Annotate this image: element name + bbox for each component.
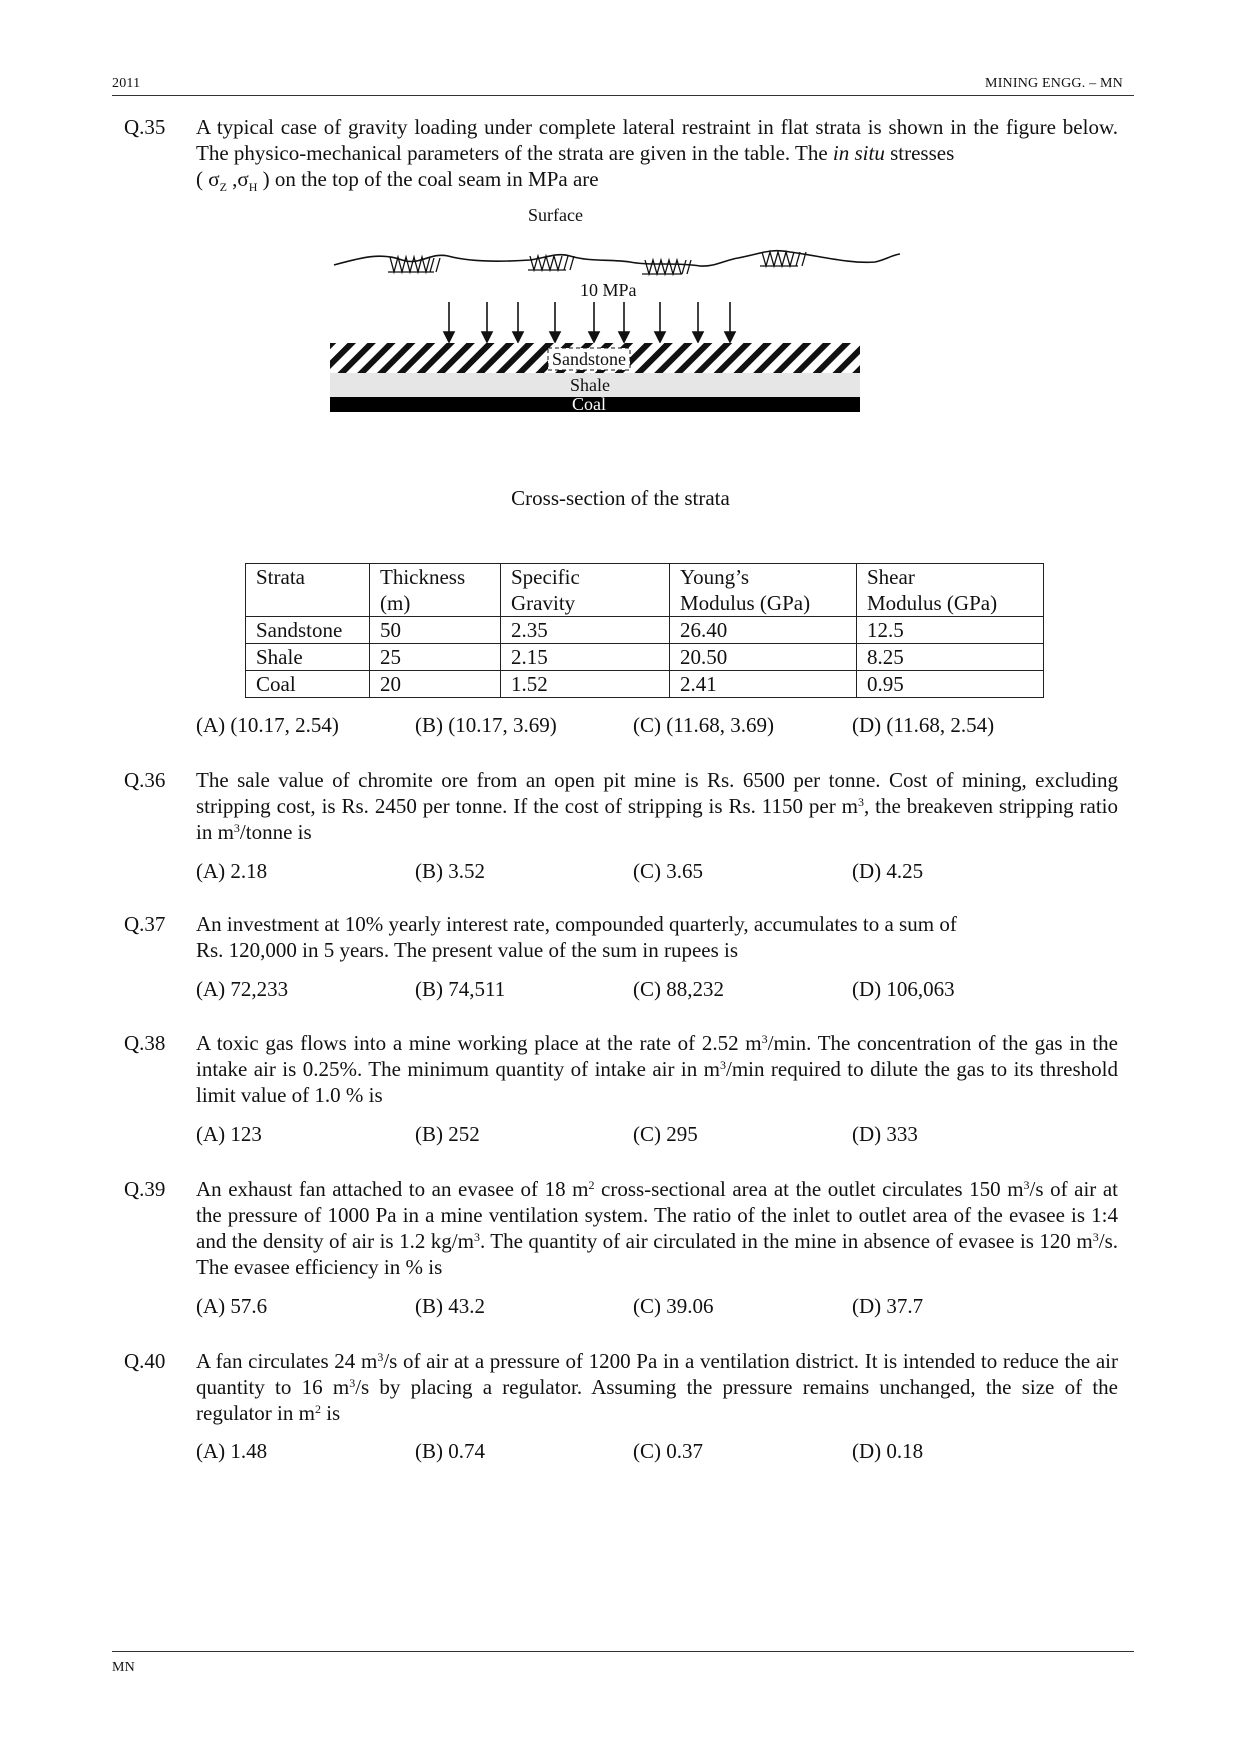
question-number: Q.40 — [124, 1349, 166, 1373]
option-d: (D) 333 — [852, 1122, 918, 1146]
header-cell: Thickness (m) — [370, 564, 501, 617]
option-c: (C) 39.06 — [633, 1294, 714, 1318]
surface-rock-marks — [388, 252, 806, 274]
option-b: (B) 43.2 — [415, 1294, 485, 1318]
option-c: (C) 295 — [633, 1122, 698, 1146]
question-36 — [124, 767, 1118, 845]
table-header-row — [246, 564, 1044, 617]
load-arrows — [444, 302, 735, 342]
option-c: (C) 88,232 — [633, 977, 724, 1001]
coal-label: Coal — [572, 394, 606, 414]
header-rule — [112, 95, 1134, 96]
strata-diagram — [330, 222, 970, 472]
table-cell: 0.95 — [857, 671, 1044, 698]
option-d: (D) 37.7 — [852, 1294, 924, 1318]
question-40 — [124, 1348, 1118, 1426]
question-text: A toxic gas flows into a mine working place at the rate of 2.52 $m^3/\min$. The concentration of the gas in the intake air is 0.25%. The minimum quantity of intake air in $m^3/\min$ required to dilute the gas to its threshold limit value of 1.0 % is — [196, 1031, 1118, 1107]
table-row — [246, 644, 1044, 671]
table-row — [246, 671, 1044, 698]
question-number: Q.37 — [124, 912, 166, 936]
header-cell: Young’s Modulus (GPa) — [670, 564, 857, 617]
footer-code: MN — [112, 1660, 135, 1675]
header-paper-code: MINING ENGG. – MN — [985, 76, 1123, 91]
question-text: An exhaust fan attached to an evasee of 18 $m^2$ cross-sectional area at the outlet circulates 150 $m^3/s$ of air at the pressure of 1000 Pa in a mine ventilation system. The ratio of the inlet to outlet area of the evasee is 1:4 and the density of air is 1.2 $kg/m^3$. The quantity of air circulated in the mine in absence of evasee is 120 $m^3/s$. The evasee efficiency in % is — [196, 1177, 1118, 1279]
table-cell: 25 — [370, 644, 501, 671]
table-cell: 1.52 — [501, 671, 670, 698]
table-cell: 2.35 — [501, 617, 670, 644]
question-text: The sale value of chromite ore from an open pit mine is Rs. 6500 per tonne. Cost of mining, excluding stripping cost, is Rs. 2450 per tonne. If the cost of stripping is Rs. 1150 per $m^3$, the breakeven stripping ratio in $m^3$/tonne is — [196, 768, 1118, 844]
option-c: (C) 0.37 — [633, 1439, 703, 1463]
surface-line — [334, 251, 900, 266]
option-b: (B) (10.17, 3.69) — [415, 713, 557, 737]
option-b: (B) 3.52 — [415, 859, 485, 883]
option-a: (A) 72,233 — [196, 977, 289, 1001]
option-a: (A) 1.48 — [196, 1439, 268, 1463]
strata-parameters-table — [245, 563, 1044, 698]
option-b: (B) 0.74 — [415, 1439, 485, 1463]
option-a: (A) 123 — [196, 1122, 262, 1146]
question-number: Q.35 — [124, 115, 166, 139]
question-38 — [124, 1030, 1118, 1108]
option-d: (D) 106,063 — [852, 977, 955, 1001]
sandstone-label: Sandstone — [552, 349, 626, 369]
table-row — [246, 617, 1044, 644]
option-d: (D) (11.68, 2.54) — [852, 713, 995, 737]
option-b: (B) 74,511 — [415, 977, 506, 1001]
load-label: 10 MPa — [580, 280, 637, 300]
question-number: Q.38 — [124, 1031, 166, 1055]
option-d: (D) 4.25 — [852, 859, 924, 883]
option-a: (A) (10.17, 2.54) — [196, 713, 339, 737]
question-37 — [124, 911, 1118, 963]
header-year: 2011 — [112, 76, 141, 91]
footer-rule — [112, 1651, 1134, 1652]
question-39 — [124, 1176, 1118, 1280]
table-cell: Sandstone — [246, 617, 370, 644]
table-cell: 2.41 — [670, 671, 857, 698]
table-cell: 26.40 — [670, 617, 857, 644]
option-a: (A) 2.18 — [196, 859, 268, 883]
header-cell: Shear Modulus (GPa) — [857, 564, 1044, 617]
figure-caption: Cross-section of the strata — [511, 486, 730, 510]
option-c: (C) 3.65 — [633, 859, 703, 883]
table-cell: Coal — [246, 671, 370, 698]
header-cell: Strata — [246, 564, 370, 617]
table-cell: 50 — [370, 617, 501, 644]
question-number: Q.39 — [124, 1177, 166, 1201]
shale-label: Shale — [570, 375, 610, 395]
table-cell: 8.25 — [857, 644, 1044, 671]
option-c: (C) (11.68, 3.69) — [633, 713, 774, 737]
table-cell: 2.15 — [501, 644, 670, 671]
strata-cross-section-figure — [330, 205, 970, 512]
question-text: A fan circulates 24 $m^3/s$ of air at a pressure of 1200 Pa in a ventilation district. It is intended to reduce the air quantity to 16 $m^3/s$ by placing a regulator. Assuming the pressure remains unchanged, the size of the regulator in $m^2$ is — [196, 1349, 1119, 1425]
question-number: Q.36 — [124, 768, 166, 792]
option-b: (B) 252 — [415, 1122, 480, 1146]
table-cell: Shale — [246, 644, 370, 671]
option-a: (A) 57.6 — [196, 1294, 268, 1318]
option-d: (D) 0.18 — [852, 1439, 924, 1463]
question-text: A typical case of gravity loading under complete lateral restraint in flat strata is shown in the figure below. The physico-mechanical parameters of the strata are given in the table. The in situ stresses ( $\sigma_Z$ $,\sigma_H$ ) on the top of the coal seam in MPa are — [196, 115, 1118, 194]
question-text: An investment at 10% yearly interest rate, compounded quarterly, accumulates to a sum of Rs. 120,000 in 5 years. The present value of the sum in rupees is — [196, 912, 957, 962]
table-cell: 12.5 — [857, 617, 1044, 644]
table-cell: 20.50 — [670, 644, 857, 671]
surface-label: Surface — [528, 205, 583, 225]
stress-symbols: ( $\sigma_Z$ $,\sigma_H$ ) — [196, 167, 270, 194]
table-cell: 20 — [370, 671, 501, 698]
question-35 — [124, 114, 1118, 192]
header-cell: Specific Gravity — [501, 564, 670, 617]
